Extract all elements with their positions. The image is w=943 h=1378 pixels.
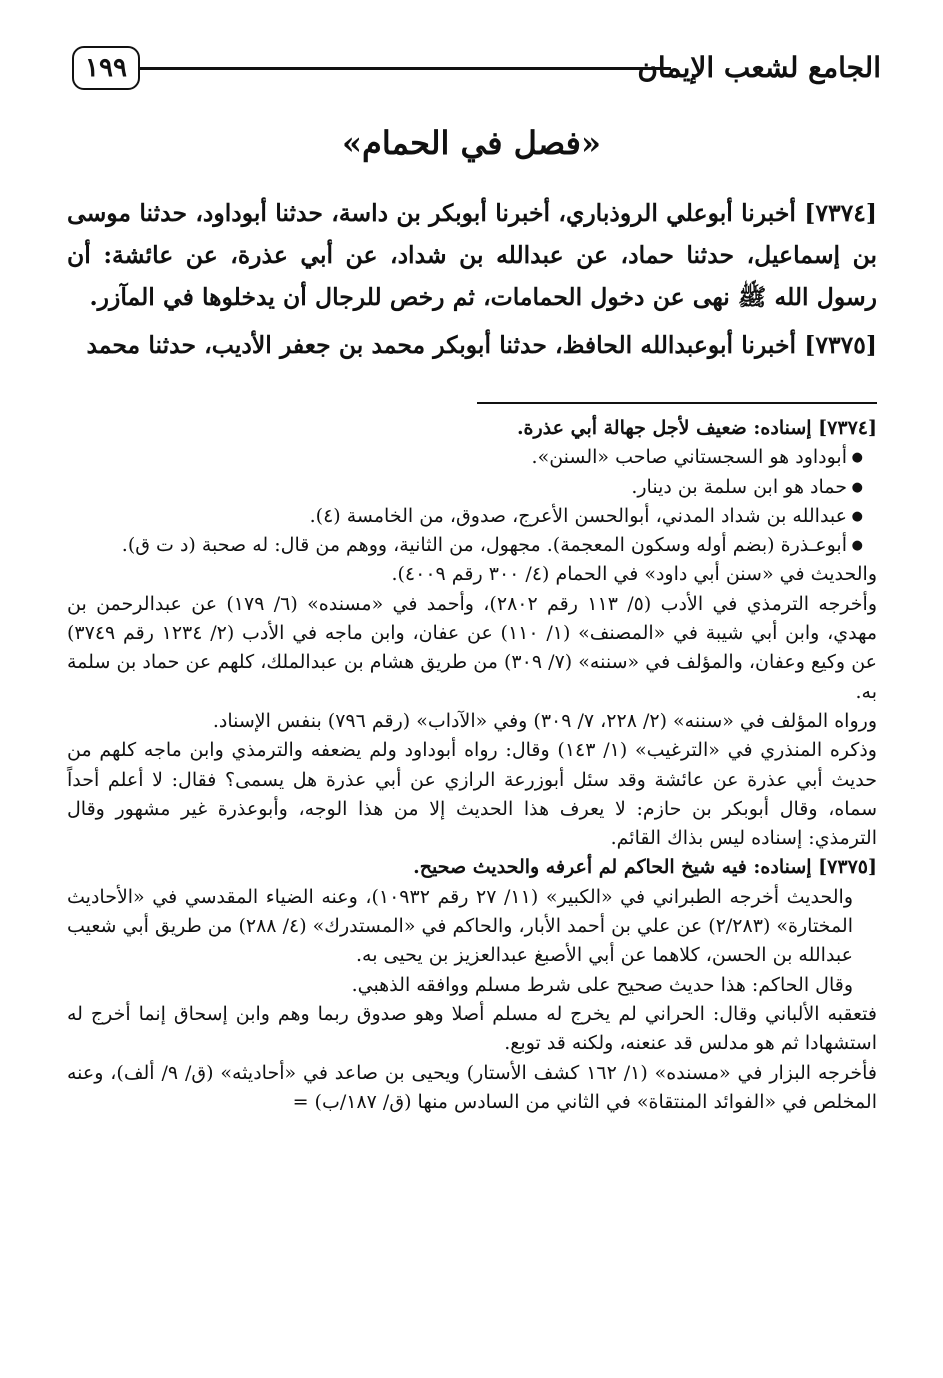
note-paragraph: وذكره المنذري في «الترغيب» (١/ ١٤٣) وقال: رواه أبوداود ولم يضعفه والترمذي وابن ماجه كلهم من حديث أبي عذرة عن عائشة وقد سئل أبوزرعة الرازي عن أبي عذرة هل يسمى؟ فقال: لا أعلم أحداً سماه، وقال أبوبكر بن حازم: لا يعرف هذا الحديث إلا من هذا الوجه، وأبوعذرة غير مشهور وقال الترمذي: إسناده ليس بذاك القائم. (67, 739, 877, 850)
note-paragraph: وقال الحاكم: هذا حديث صحيح على شرط مسلم ووافقه الذهبي. (351, 973, 853, 996)
page-number: ١٩٩ (72, 46, 140, 90)
section-title: «فصل في الحمام» (342, 124, 601, 162)
running-title: الجامع لشعب الإيمان (637, 51, 881, 84)
note-7374-heading: [٧٣٧٤] إسناده: ضعيف لأجل جهالة أبي عذرة. (516, 417, 877, 439)
note-paragraph: والحديث أخرجه الطبراني في «الكبير» (١١/ ٢٧ رقم ١٠٩٣٢)، وعنه الضياء المقدسي في «الأحاديث المختارة» (٢/٢٨٣) عن علي بن أحمد الأبار، والحاكم في «المستدرك» (٤/ ٢٨٨) من طريق أبي شعيب عبدالله بن الحسن، كلاهما عن أبي الأصبغ عبدالعزيز بن يحيى به. (67, 885, 853, 967)
note-paragraph: والحديث في «سنن أبي داود» في الحمام (٤/ ٣٠٠ رقم ٤٠٠٩). (391, 563, 877, 586)
note-paragraph: وأخرجه الترمذي في الأدب (٥/ ١١٣ رقم ٢٨٠٢)، وأحمد في «مسنده» (٦/ ١٧٩) عن عبدالرحمن بن مهدي، وابن أبي شيبة في «المصنف» (١/ ١١٠) عن عفان، وابن ماجه في الأدب (٢/ ١٢٣٤ رقم ٣٧٤٩) عن وكيع وعفان، والمؤلف في «سننه» (٧/ ٣٠٩) من طريق هشام بن عبدالملك، كلهم عن حماد بن سلمة به. (67, 592, 878, 703)
footnote-separator (477, 402, 877, 404)
note-paragraph: فأخرجه البزار في «مسنده» (١/ ١٦٢ كشف الأستار) ويحيى بن صاعد في «أحاديثه» (ق/ ٩/ ألف)، وعنه المخلص في «الفوائد المنتقاة» في الثاني من السادس منها (ق/ ١٨٧/ب) = (67, 1061, 877, 1113)
narrator-item: ● أبوداود هو السجستاني صاحب «السنن». (67, 443, 863, 472)
hadith-7374: [٧٣٧٤] أخبرنا أبوعلي الروذباري، أخبرنا أبوبكر بن داسة، حدثنا أبوداود، حدثنا موسى بن إسماعيل، حدثنا حماد، عن عبدالله بن شداد، عن أبي عذرة، عن عائشة: أن رسول الله ﷺ نهى عن دخول الحمامات، ثم رخص للرجال أن يدخلوها في المآزر. (67, 199, 877, 311)
narrator-item: ● عبدالله بن شداد المدني، أبوالحسن الأعرج، صدوق، من الخامسة (٤). (67, 502, 863, 531)
page-header (72, 42, 881, 98)
narrator-item: ● أبوعـذرة (بضم أوله وسكون المعجمة). مجهول، من الثانية، ووهم من قال: له صحبة (د ت ق). (67, 531, 863, 560)
narrator-item: ● حماد هو ابن سلمة بن دينار. (67, 473, 863, 502)
narrator-list (67, 443, 877, 560)
note-paragraph: ورواه المؤلف في «سننه» (٢/ ٢٢٨، ٧/ ٣٠٩) وفي «الآداب» (رقم ٧٩٦) بنفس الإسناد. (212, 709, 877, 732)
header-rule (136, 67, 671, 70)
main-text (67, 192, 877, 372)
hadith-7375: [٧٣٧٥] أخبرنا أبوعبدالله الحافظ، حدثنا أبوبكر محمد بن جعفر الأديب، حدثنا محمد (86, 331, 877, 359)
footnotes (67, 414, 877, 1117)
note-7375-heading: [٧٣٧٥] إسناده: فيه شيخ الحاكم لم أعرفه والحديث صحيح. (413, 856, 877, 879)
note-paragraph: فتعقبه الألباني وقال: الحراني لم يخرج له مسلم أصلا وهو صدوق ربما وهم وابن إسحاق إنما أخرج له استشهادا ثم هو مدلس قد عنعنه، ولكنه قد توبع. (67, 1002, 877, 1055)
